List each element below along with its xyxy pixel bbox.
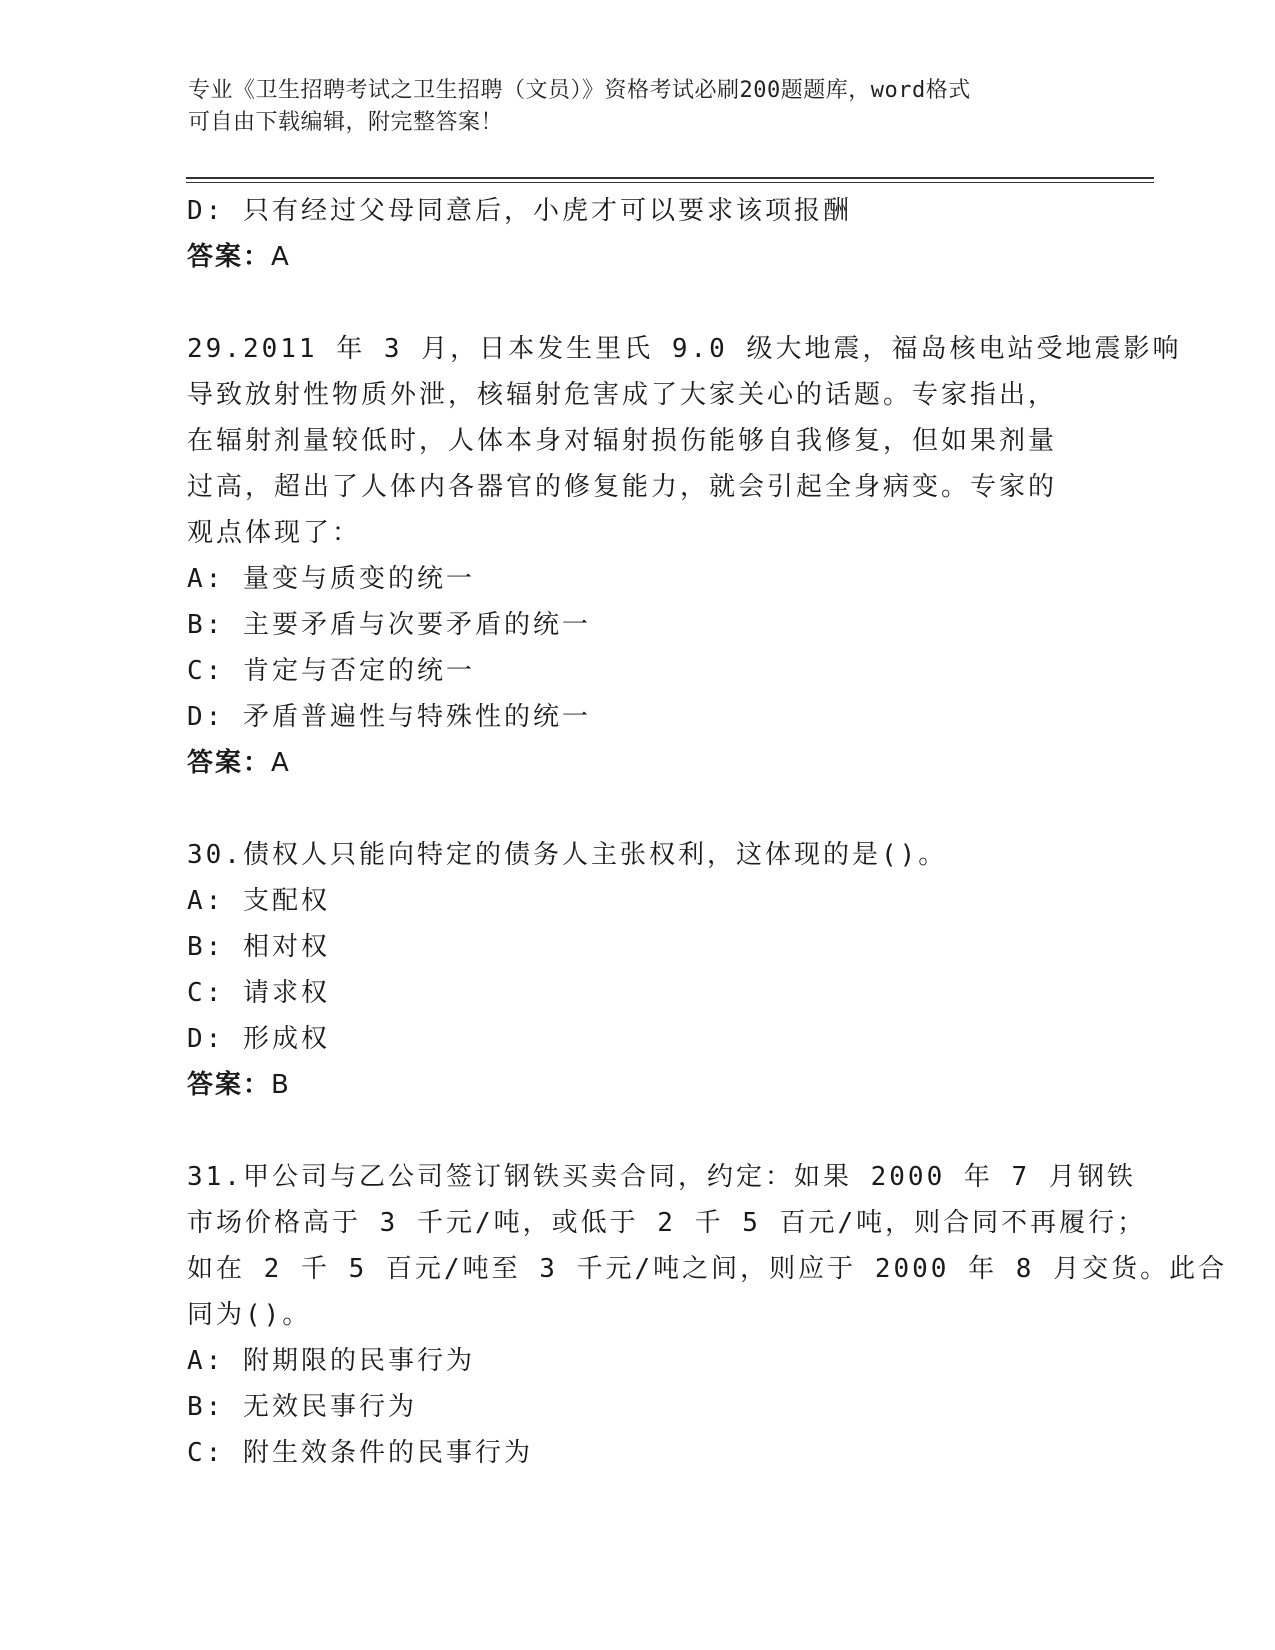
option-c: C: 肯定与否定的统一: [187, 656, 475, 686]
question-stem: [187, 326, 1182, 556]
page-header: [188, 75, 1088, 139]
prev-option-d: D: 只有经过父母同意后，小虎才可以要求该项报酬: [187, 196, 852, 226]
option-d: D: 形成权: [187, 1024, 330, 1054]
option-a: A: 量变与质变的统一: [187, 564, 475, 594]
option-c: C: 请求权: [187, 978, 330, 1008]
stem-line: 导致放射性物质外泄，核辐射危害成了大家关心的话题。专家指出，: [187, 380, 1058, 410]
option-a: A: 附期限的民事行为: [187, 1346, 475, 1376]
option-b: B: 相对权: [187, 932, 330, 962]
header-line-2: 可自由下载编辑，附完整答案！: [188, 110, 504, 135]
spacer: [187, 280, 1087, 326]
stem-line: 31.甲公司与乙公司签订钢铁买卖合同，约定：如果 2000 年 7 月钢铁: [187, 1162, 1136, 1192]
option-d: D: 矛盾普遍性与特殊性的统一: [187, 702, 591, 732]
stem-line: 观点体现了：: [187, 518, 362, 548]
answer: [187, 740, 1087, 786]
header-divider: [186, 177, 1154, 183]
question-29: [187, 326, 1182, 786]
document-body: [187, 188, 1228, 1476]
header-line-1: 专业《卫生招聘考试之卫生招聘（文员）》资格考试必刷200题题库，word格式: [188, 78, 971, 103]
stem-line: 如在 2 千 5 百元/吨至 3 千元/吨之间，则应于 2000 年 8 月交货。此合: [187, 1254, 1228, 1284]
answer-value: B: [271, 1070, 290, 1100]
stem-line: 过高，超出了人体内各器官的修复能力，就会引起全身病变。专家的: [187, 472, 1058, 502]
option-b: B: 无效民事行为: [187, 1392, 417, 1422]
spacer: [187, 1108, 1087, 1154]
stem-line: 同为()。: [187, 1300, 312, 1330]
question-30: [187, 832, 1087, 1108]
spacer: [187, 786, 1087, 832]
prev-answer: [187, 234, 1087, 280]
stem-line: 29.2011 年 3 月，日本发生里氏 9.0 级大地震，福岛核电站受地震影响: [187, 334, 1182, 364]
question-stem: [187, 1154, 1228, 1338]
answer-label: 答案：: [187, 1070, 272, 1100]
stem-line: 市场价格高于 3 千元/吨，或低于 2 千 5 百元/吨，则合同不再履行；: [187, 1208, 1147, 1238]
stem-line: 30.债权人只能向特定的债务人主张权利，这体现的是()。: [187, 840, 948, 870]
answer-label: 答案：: [187, 748, 272, 778]
option-c: C: 附生效条件的民事行为: [187, 1438, 533, 1468]
answer-value: A: [271, 748, 290, 778]
answer-value: A: [271, 242, 290, 272]
question-stem: [187, 832, 1087, 878]
question-31: [187, 1154, 1228, 1476]
option-a: A: 支配权: [187, 886, 330, 916]
stem-line: 在辐射剂量较低时，人体本身对辐射损伤能够自我修复，但如果剂量: [187, 426, 1058, 456]
option-b: B: 主要矛盾与次要矛盾的统一: [187, 610, 591, 640]
answer: [187, 1062, 1087, 1108]
answer-label: 答案：: [187, 242, 272, 272]
